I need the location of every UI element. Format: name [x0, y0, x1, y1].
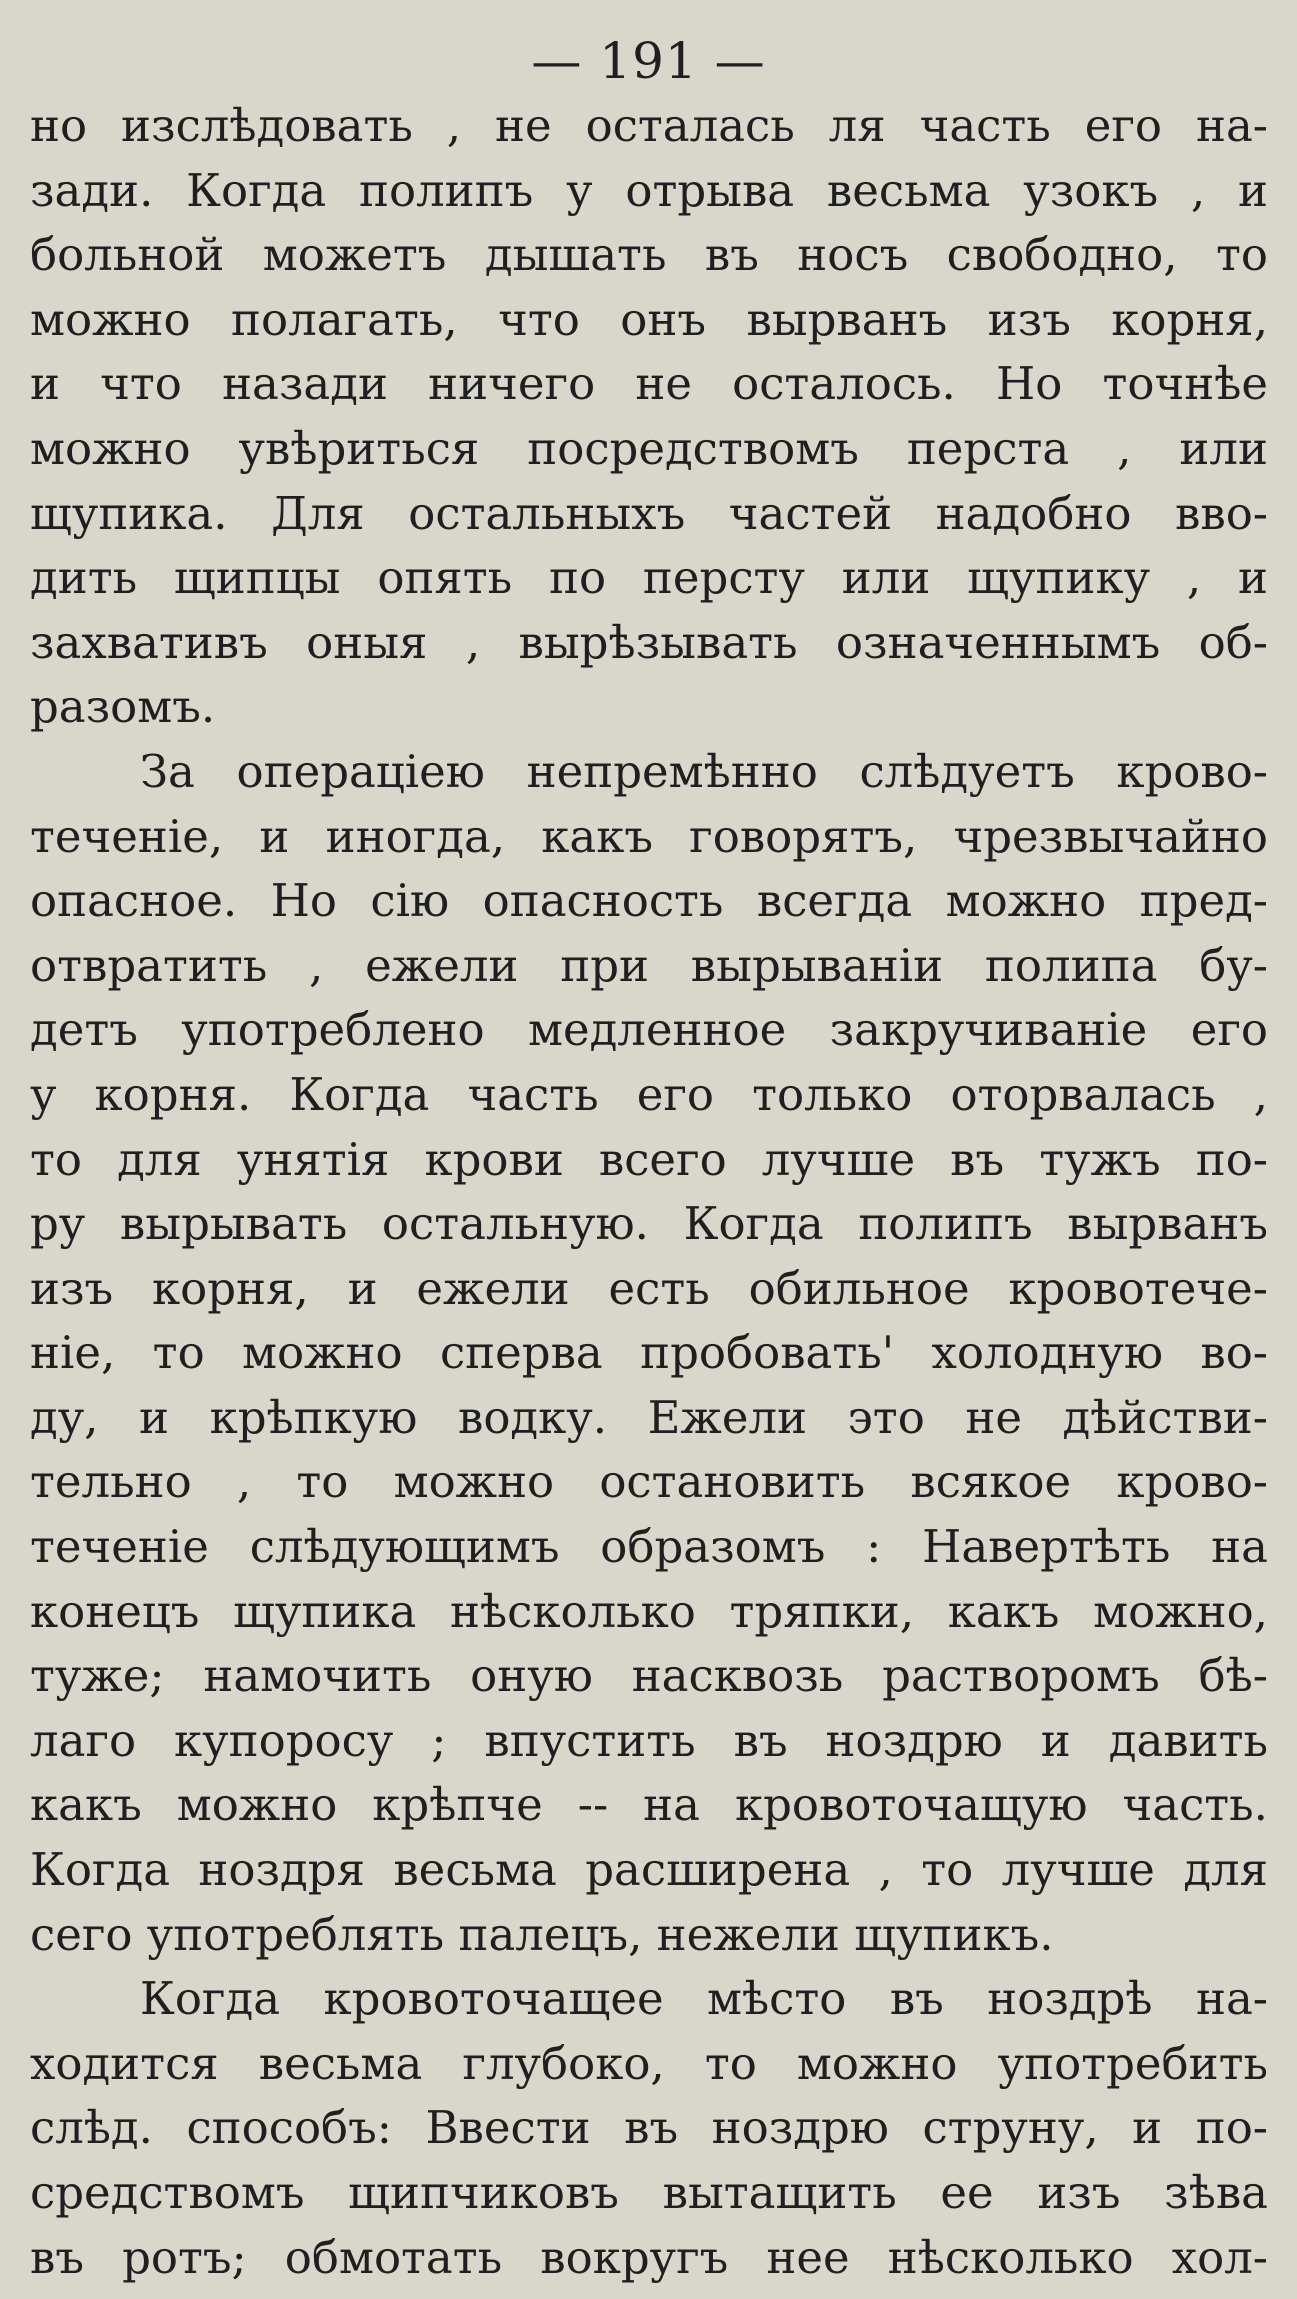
body-text — [30, 94, 1268, 2290]
text-line: Когда ноздря весьма расширена , то лучше для — [30, 1843, 1268, 1897]
text-line: детъ употреблено медленное закручиваніе его — [30, 1003, 1268, 1057]
text-line: теченіе, и иногда, какъ говорятъ, чрезвычайно — [30, 809, 1268, 863]
text-line: разомъ. — [30, 680, 216, 734]
text-line: но изслѣдовать , не осталась ля часть его на- — [30, 99, 1268, 152]
text-line: Когда кровоточащее мѣсто въ ноздрѣ на- — [140, 1972, 1268, 2026]
text-line: ру вырывать остальную. Когда полипъ вырванъ — [30, 1197, 1268, 1251]
text-line: зади. Когда полипъ у отрыва весьма узокъ , и — [30, 163, 1268, 217]
text-line: въ ротъ; обмотать вокругъ нее нѣсколько хол- — [30, 2230, 1268, 2284]
text-line: опасное. Но сію опасность всегда можно пред- — [30, 874, 1268, 928]
text-line: ду, и крѣпкую водку. Ежели это не дѣйстви- — [30, 1390, 1268, 1444]
text-line: какъ можно крѣпче -- на кровоточащую часть. — [30, 1778, 1268, 1832]
text-line: конецъ щупика нѣсколько тряпки, какъ можно, — [30, 1584, 1268, 1638]
text-line: можно полагать, что онъ вырванъ изъ корня, — [30, 292, 1268, 346]
text-line: слѣд. способъ: Ввести въ ноздрю струну, и по- — [30, 2101, 1268, 2155]
text-line: За операціею непремѣнно слѣдуетъ крово- — [140, 744, 1268, 798]
text-line: отвратить , ежели при вырываніи полипа бу- — [30, 938, 1268, 992]
text-line: щупика. Для остальныхъ частей надобно вво- — [30, 486, 1268, 540]
text-line: у корня. Когда часть его только оторвалась , — [30, 1067, 1268, 1121]
text-line: и что назади ничего не осталось. Но точнѣе — [30, 357, 1268, 411]
text-line: можно увѣриться посредствомъ перста , или — [30, 421, 1268, 475]
text-line: ходится весьма глубоко, то можно употребить — [30, 2036, 1268, 2090]
text-line: дить щипцы опять по персту или щупику , и — [30, 551, 1268, 605]
text-line: больной можетъ дышать въ носъ свободно, то — [30, 228, 1268, 282]
text-line: захвативъ оныя , вырѣзывать означеннымъ об- — [30, 615, 1268, 669]
text-line: туже; намочить оную насквозь растворомъ бѣ- — [30, 1649, 1268, 1703]
text-line: теченіе слѣдующимъ образомъ : Навертѣть на — [30, 1520, 1268, 1574]
text-line: лаго купоросу ; впустить въ ноздрю и давить — [30, 1713, 1268, 1767]
text-line: тельно , то можно остановить всякое крово- — [30, 1455, 1268, 1509]
text-line: ніе, то можно сперва пробовать' холодную во- — [30, 1326, 1268, 1380]
text-line: то для унятія крови всего лучше въ тужъ по- — [30, 1132, 1268, 1186]
text-line: сего употреблять палецъ, нежели щупикъ. — [30, 1907, 1054, 1961]
text-line: изъ корня, и ежели есть обильное кровотече- — [30, 1261, 1268, 1315]
page-number-header: — 191 — — [531, 32, 766, 90]
text-line: средствомъ щипчиковъ вытащить ее изъ зѣва — [30, 2166, 1268, 2219]
